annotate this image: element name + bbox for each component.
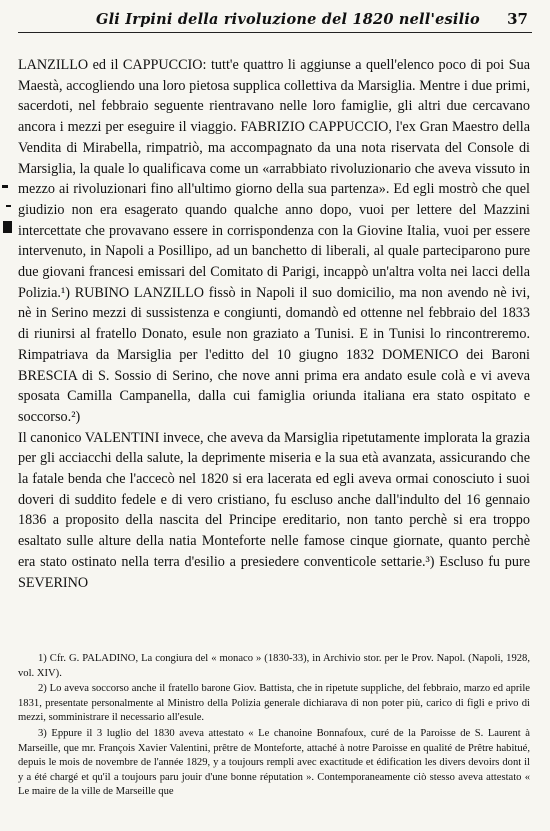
- footnote-2: 2) Lo aveva soccorso anche il fratello barone Giov. Battista, che in ripetute suppliche, del febbraio, marzo ed aprile 1831, presentate personalmente al Ministro della Polizia generale dichiarava di non poter più, carico di figli e privo di mezzi, somministrare il necessario all'esule.: [18, 683, 530, 724]
- body-paragraph-1: LANZILLO ed il CAPPUCCIO: tutt'e quattro li aggiunse a quell'elenco poco di poi Sua Maestà, accogliendo una loro pietosa supplica collettiva da Marsiglia. Mentre i due primi, sacerdoti, nel febbraio seguente rientravano nelle loro famiglie, gli altri due cercavano ancora i mezzi per eseguire il viaggio. FABRIZIO CAPPUCCIO, l'ex Gran Maestro della Vendita di Mirabella, rimpatriò, ma accompagnato da una nota riservata del Console di Marsiglia, la quale lo qualificava come un «arrabbiato rivoluzionario che aveva vissuto in mezzo ai rivoluzionari fino all'ultimo giorno della sua partenza». Ed egli mostrò che quel giudizio non era esagerato quando qualche anno dopo, vuoi per lettere del Mazzini intercettate che provavano essere in corrispondenza con la Giovine Italia, vuoi per essere intervenuto, in Napoli a Posillipo, ad un banchetto di liberali, al quale parteciparono pure due giovani francesi emissari del Comitato di Parigi, incappò un'altra volta nei lacci della Polizia.¹) RUBINO LANZILLO fissò in Napoli il suo domicilio, ma non avendo nè ivi, nè in Serino mezzi di sussistenza e congiunti, domandò ed ottenne nel febbraio del 1833 di riunirsi al fratello Donato, esule non graziato a Tunisi. E in Tunisi lo rincontreremo. Rimpatriava da Marsiglia per l'editto del 10 giugno 1832 DOMENICO dei Baroni BRESCIA di S. Sossio di Serino, che nove anni prima era andato esule colà e vi aveva sposata Camilla Campanella, dalla cui famiglia oriunda italiana era stato ospitato e soccorso.²): [18, 57, 530, 425]
- main-text: [18, 55, 530, 593]
- running-title: Gli Irpini della rivoluzione del 1820 nell'esilio: [96, 11, 480, 28]
- footnotes: [18, 652, 530, 801]
- footnote-3: 3) Eppure il 3 luglio del 1830 aveva attestato « Le chanoine Bonnafoux, curé de la Paroisse de S. Laurent à Marseille, que mr. François Xavier Valentini, prêtre de Monteforte, attaché à notre Paroisse en qualité de Prêtre habitué, depuis le mois de novembre de l'année 1829, y a toujours rempli avec exactitude et édification les divers devoirs dont il y a été chargé et qu'il a toujours paru jouir d'une bonne réputation ». Contemporaneamente ciò stesso aveva attestato « Le maire de la ville de Marseille que: [18, 727, 530, 798]
- margin-annotation-marks: [0, 185, 14, 235]
- page-number: 37: [507, 10, 528, 28]
- body-paragraph-2: Il canonico VALENTINI invece, che aveva da Marsiglia ripetutamente implorata la grazia per gli acciacchi della salute, la deprimente miseria e la sua età avanzata, assicurando che la fatale benda che l'accecò nel 1820 si era lacerata ed egli aveva ormai conosciuto i suoi doveri di suddito fedele e di vero cristiano, fu escluso anche dall'indulto del 16 gennaio 1836 a proposito della nascita del Principe ereditario, non tanto perchè si era troppo esaltato sulle alture della natia Monteforte nelle famose cinque giornate, quanto perchè era stato ostinato nella terra d'esilio a presiedere conventicole settarie.³) Escluso fu pure SEVERINO: [18, 429, 530, 591]
- footnote-1: 1) Cfr. G. PALADINO, La congiura del « monaco » (1830-33), in Archivio stor. per le Prov. Napol. (Napoli, 1928, vol. XIV).: [18, 653, 530, 679]
- page-header: [18, 10, 532, 33]
